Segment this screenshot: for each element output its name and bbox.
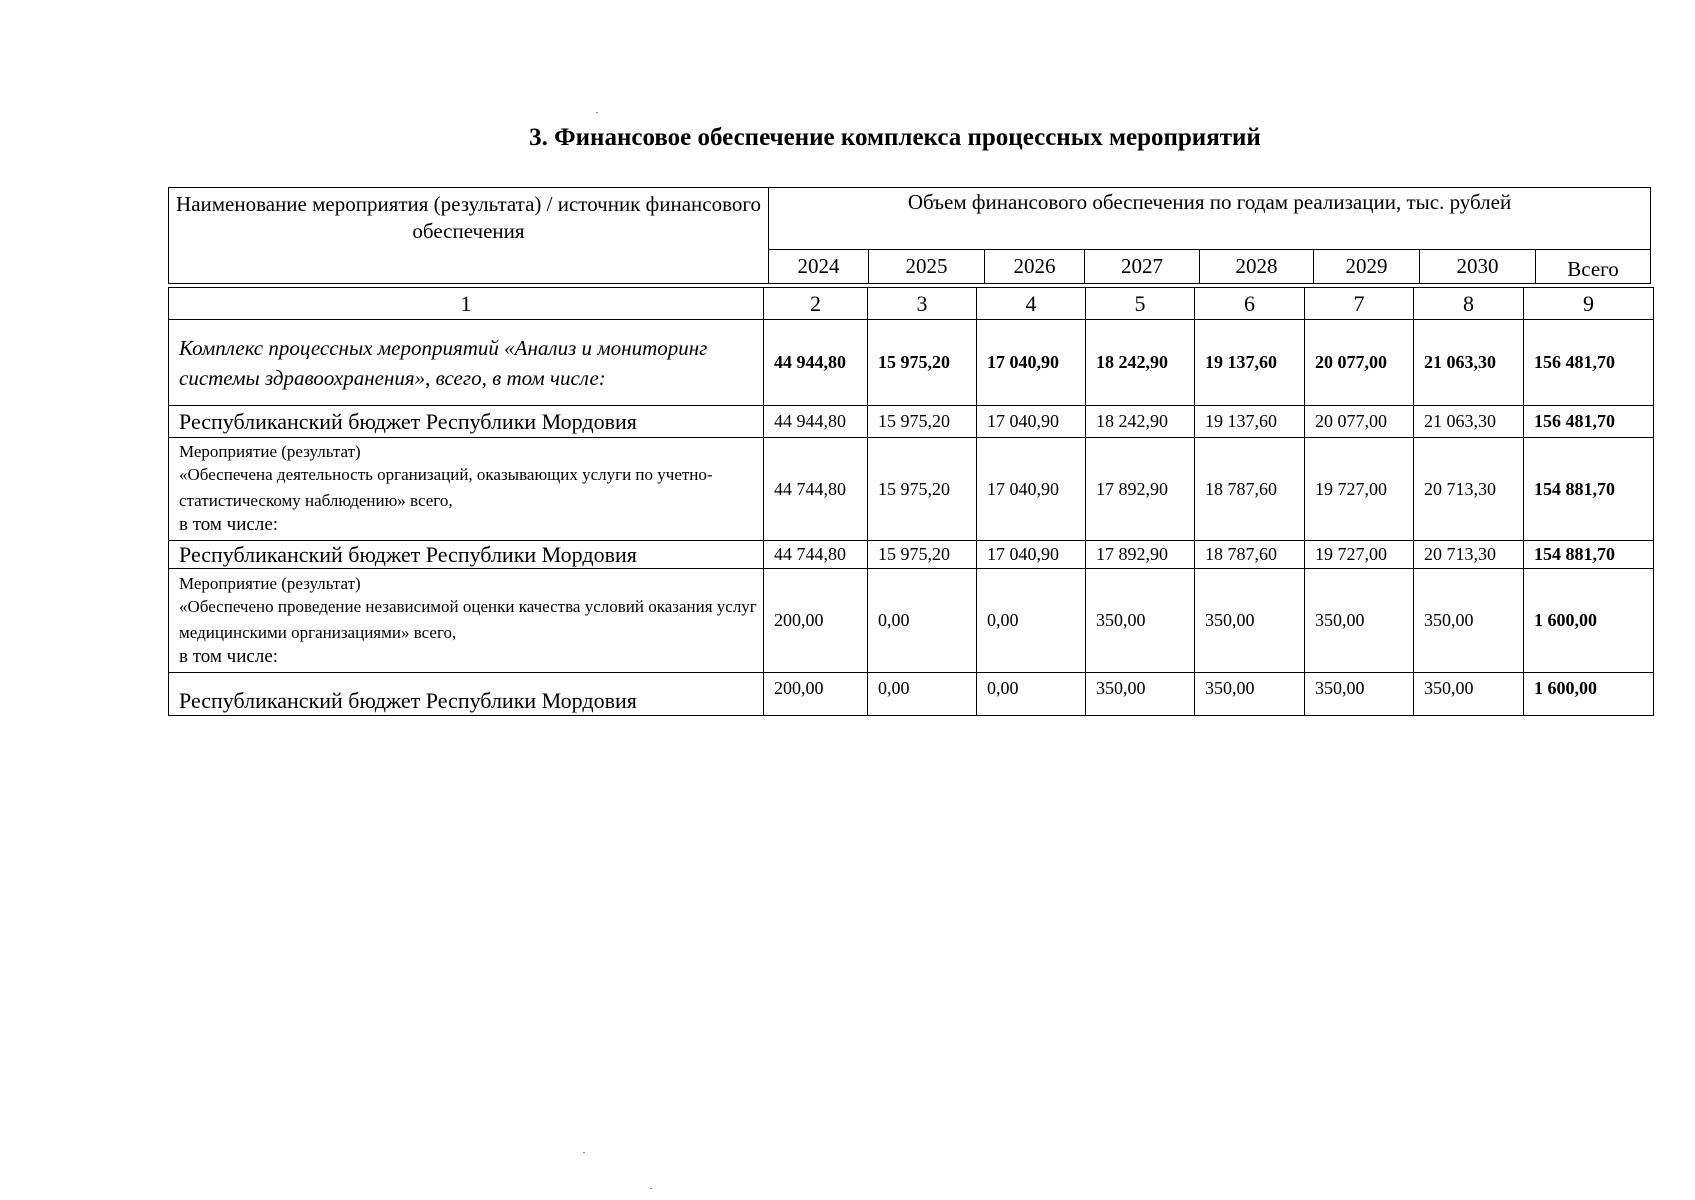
value-cell: 350,00: [1086, 569, 1195, 673]
column-number: 9: [1524, 288, 1654, 320]
value-cell: 21 063,30: [1414, 320, 1524, 406]
budget-source-name: Республиканский бюджет Республики Мордовия: [169, 673, 764, 716]
value-cell: 17 040,90: [977, 320, 1086, 406]
year-header: 2029: [1314, 249, 1420, 283]
event-label: Мероприятие (результат): [179, 442, 361, 461]
event-tail: в том числе:: [179, 645, 279, 667]
value-cell: 44 744,80: [764, 541, 868, 569]
value-cell: 350,00: [1414, 569, 1524, 673]
year-header: 2026: [985, 249, 1085, 283]
budget-source-name: Республиканский бюджет Республики Мордовия: [169, 541, 764, 569]
year-header: 2024: [769, 249, 869, 283]
event-description: «Обеспечено проведение независимой оценки качества условий оказания услуг медицинскими организациями» всего,: [179, 596, 757, 642]
value-cell: 20 713,30: [1414, 438, 1524, 541]
table-row: [169, 541, 1654, 569]
year-header: 2030: [1420, 249, 1536, 283]
value-cell: 15 975,20: [868, 406, 977, 438]
value-cell: 17 892,90: [1086, 438, 1195, 541]
value-cell: 0,00: [868, 569, 977, 673]
value-cell: 15 975,20: [868, 320, 977, 406]
table-row: [169, 320, 1654, 406]
value-cell: 0,00: [868, 673, 977, 716]
column-number: 8: [1414, 288, 1524, 320]
column-number: 1: [169, 288, 764, 320]
column-number: 4: [977, 288, 1086, 320]
value-cell: 350,00: [1195, 673, 1305, 716]
scan-speck: [650, 1188, 652, 1189]
total-cell: 154 881,70: [1524, 541, 1654, 569]
value-cell: 44 944,80: [764, 406, 868, 438]
page-title: 3. Финансовое обеспечение комплекса процессных мероприятий: [529, 124, 1261, 151]
column-number: 3: [868, 288, 977, 320]
value-cell: 17 040,90: [977, 406, 1086, 438]
value-cell: 200,00: [764, 673, 868, 716]
total-cell: 154 881,70: [1524, 438, 1654, 541]
column-number: 6: [1195, 288, 1305, 320]
event-name-cell: [169, 438, 764, 541]
value-cell: 17 040,90: [977, 541, 1086, 569]
value-cell: 350,00: [1305, 673, 1414, 716]
event-description: «Обеспечена деятельность организаций, оказывающих услуги по учетно-статистическому наблюдению» всего,: [179, 465, 713, 510]
table-header: [168, 187, 1651, 284]
value-cell: 19 727,00: [1305, 541, 1414, 569]
column-number: 7: [1305, 288, 1414, 320]
volume-column-header: Объем финансового обеспечения по годам реализации, тыс. рублей: [769, 188, 1651, 250]
year-header: 2027: [1085, 249, 1200, 283]
total-cell: 1 600,00: [1524, 673, 1654, 716]
total-header: Всего: [1536, 249, 1651, 283]
value-cell: 44 944,80: [764, 320, 868, 406]
value-cell: 350,00: [1305, 569, 1414, 673]
value-cell: 18 787,60: [1195, 541, 1305, 569]
name-column-header: Наименование мероприятия (результата) / источник финансового обеспечения: [169, 188, 769, 284]
value-cell: 21 063,30: [1414, 406, 1524, 438]
complex-name: Комплекс процессных мероприятий «Анализ и мониторинг системы здравоохранения», всего, в том числе:: [169, 320, 764, 406]
column-number-row: [169, 288, 1654, 320]
table-row: [169, 438, 1654, 541]
event-name-cell: [169, 569, 764, 673]
financing-table: [168, 287, 1654, 716]
value-cell: 19 727,00: [1305, 438, 1414, 541]
value-cell: 350,00: [1086, 673, 1195, 716]
column-number: 5: [1086, 288, 1195, 320]
total-cell: 156 481,70: [1524, 406, 1654, 438]
value-cell: 350,00: [1195, 569, 1305, 673]
event-tail: в том числе:: [179, 514, 279, 535]
value-cell: 200,00: [764, 569, 868, 673]
value-cell: 17 040,90: [977, 438, 1086, 541]
value-cell: 19 137,60: [1195, 320, 1305, 406]
event-label: Мероприятие (результат): [179, 573, 361, 593]
value-cell: 15 975,20: [868, 438, 977, 541]
column-number: 2: [764, 288, 868, 320]
budget-source-name: Республиканский бюджет Республики Мордовия: [169, 406, 764, 438]
value-cell: 18 242,90: [1086, 320, 1195, 406]
value-cell: 350,00: [1414, 673, 1524, 716]
year-header: 2028: [1200, 249, 1314, 283]
table-row: [169, 673, 1654, 716]
value-cell: 17 892,90: [1086, 541, 1195, 569]
value-cell: 19 137,60: [1195, 406, 1305, 438]
value-cell: 20 077,00: [1305, 320, 1414, 406]
value-cell: 0,00: [977, 673, 1086, 716]
value-cell: 20 077,00: [1305, 406, 1414, 438]
value-cell: 18 242,90: [1086, 406, 1195, 438]
value-cell: 44 744,80: [764, 438, 868, 541]
total-cell: 1 600,00: [1524, 569, 1654, 673]
scan-speck: [596, 112, 598, 113]
value-cell: 20 713,30: [1414, 541, 1524, 569]
value-cell: 0,00: [977, 569, 1086, 673]
value-cell: 15 975,20: [868, 541, 977, 569]
total-cell: 156 481,70: [1524, 320, 1654, 406]
table-row: [169, 406, 1654, 438]
table-row: [169, 569, 1654, 673]
scan-speck: [583, 1152, 585, 1153]
year-header: 2025: [869, 249, 985, 283]
value-cell: 18 787,60: [1195, 438, 1305, 541]
